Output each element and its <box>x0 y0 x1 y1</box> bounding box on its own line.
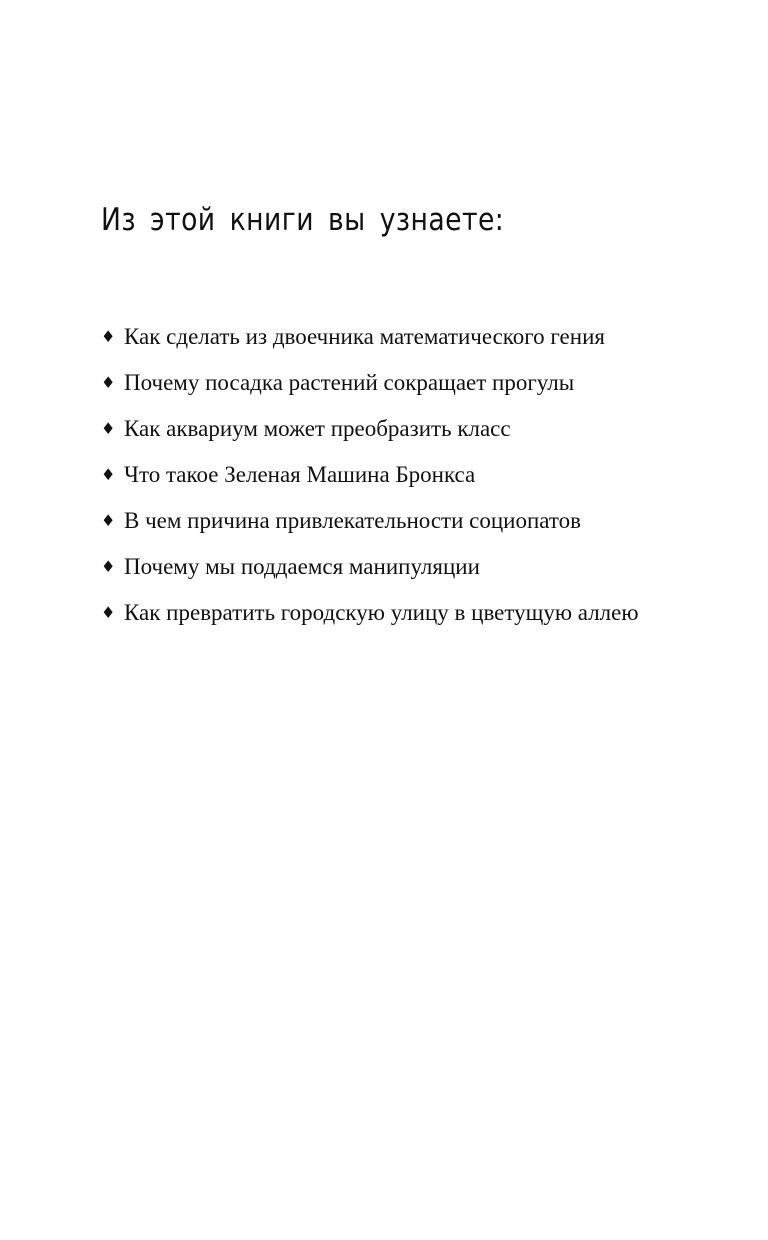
diamond-bullet-icon: ♦ <box>101 465 116 484</box>
list-item <box>101 368 661 397</box>
list-item-text: Почему мы поддаемся манипуляции <box>124 554 480 579</box>
page-heading: Из этой книги вы узнаете: <box>101 202 505 238</box>
list-item <box>101 552 661 581</box>
list-item-text: Как аквариум может преобразить класс <box>124 416 511 441</box>
diamond-bullet-icon: ♦ <box>101 603 116 622</box>
topics-list <box>101 322 661 644</box>
diamond-bullet-icon: ♦ <box>101 373 116 392</box>
diamond-bullet-icon: ♦ <box>101 511 116 530</box>
list-item <box>101 322 661 351</box>
diamond-bullet-icon: ♦ <box>101 419 116 438</box>
diamond-bullet-icon: ♦ <box>101 557 116 576</box>
list-item <box>101 414 661 443</box>
list-item-text: В чем причина привлекательности социопатов <box>124 508 582 533</box>
list-item <box>101 598 661 627</box>
list-item-text: Как превратить городскую улицу в цветущую аллею <box>124 600 639 625</box>
list-item <box>101 460 661 489</box>
diamond-bullet-icon: ♦ <box>101 327 116 346</box>
list-item <box>101 506 661 535</box>
list-item-text: Как сделать из двоечника математического гения <box>124 324 605 349</box>
list-item-text: Почему посадка растений сокращает прогулы <box>124 370 575 395</box>
list-item-text: Что такое Зеленая Машина Бронкса <box>124 462 476 487</box>
